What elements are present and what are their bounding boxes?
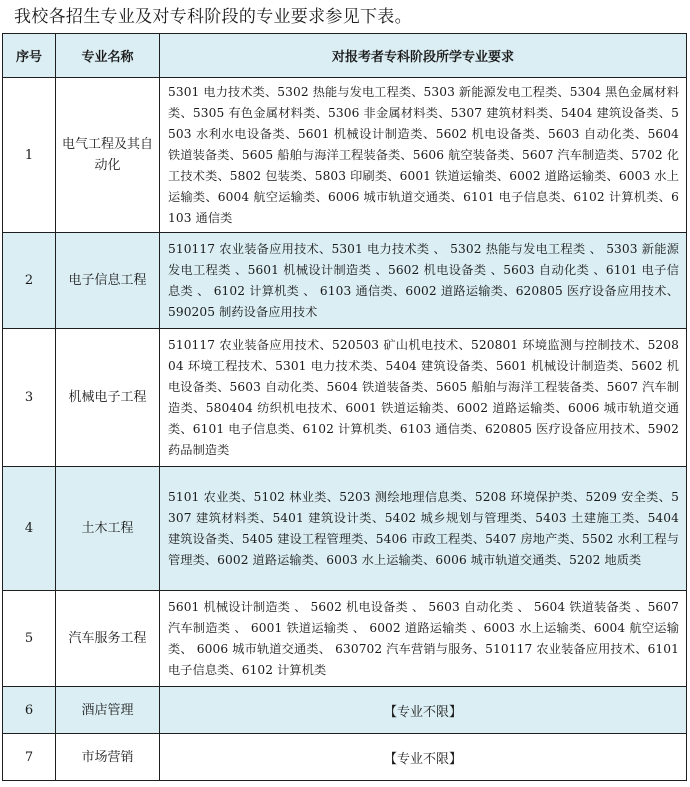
header-index: 序号 <box>3 34 56 78</box>
intro-text: 我校各招生专业及对专科阶段的专业要求参见下表。 <box>14 7 412 27</box>
row-requirements: 510117 农业装备应用技术、520503 矿山机电技术、520801 环境监测与控制技术、520804 环境工程技术、5301 电力技术类、5404 建筑设备类、5601 机械设计制造类、5602 机电设备类、5603 自动化类、5604 铁道装备类、5605 船舶与海洋工程装备类、5607 汽车制造类、580404 纺织机电技术、6001 铁道运输类、6002 道路运输类、6006 城市轨道交通类、6101 电子信息类、6102 计算机类、6103 通信类、620805 医疗设备应用技术、5902 药品制造类 <box>160 329 687 467</box>
row-requirements: 5301 电力技术类、5302 热能与发电工程类、5303 新能源发电工程类、5304 黑色金属材料类、5305 有色金属材料类、5306 非金属材料类、5307 建筑材料类、5404 建筑设备类、5503 水利水电设备类、5601 机械设计制造类、5602 机电设备类、5603 自动化类、5604 铁道装备类、5605 船舶与海洋工程装备类、5606 航空装备类、5607 汽车制造类、5702 化工技术类、5802 包装类、5803 印刷类、6001 铁道运输类、6002 道路运输类、6003 水上运输类、6004 航空运输类、6006 城市轨道交通类、6101 电子信息类、6102 计算机类、6103 通信类 <box>160 78 687 233</box>
row-requirements: 【专业不限】 <box>160 687 687 734</box>
row-major-name: 土木工程 <box>56 467 160 591</box>
row-major-name: 酒店管理 <box>56 687 160 734</box>
row-index: 6 <box>3 687 56 734</box>
table-row <box>3 591 687 687</box>
row-index: 2 <box>3 233 56 329</box>
table-row <box>3 734 687 781</box>
row-major-name: 电子信息工程 <box>56 233 160 329</box>
table-header-row <box>3 34 687 78</box>
row-index: 7 <box>3 734 56 781</box>
row-index: 1 <box>3 78 56 233</box>
header-major-name: 专业名称 <box>56 34 160 78</box>
header-requirements: 对报考者专科阶段所学专业要求 <box>160 34 687 78</box>
row-index: 5 <box>3 591 56 687</box>
major-requirements-table <box>2 33 687 781</box>
row-major-name: 市场营销 <box>56 734 160 781</box>
table-row <box>3 329 687 467</box>
row-major-name: 汽车服务工程 <box>56 591 160 687</box>
row-index: 4 <box>3 467 56 591</box>
table-row <box>3 467 687 591</box>
table-row <box>3 687 687 734</box>
row-requirements: 510117 农业装备应用技术、5301 电力技术类 、 5302 热能与发电工程类 、 5303 新能源发电工程类 、5601 机械设计制造类 、5602 机电设备类 、5603 自动化类 、6101 电子信息类 、 6102 计算机类 、 6103 通信类、6002 道路运输类、620805 医疗设备应用技术、590205 制药设备应用技术 <box>160 233 687 329</box>
table-row <box>3 233 687 329</box>
row-requirements: 【专业不限】 <box>160 734 687 781</box>
row-major-name: 电气工程及其自动化 <box>56 78 160 233</box>
row-index: 3 <box>3 329 56 467</box>
row-requirements: 5101 农业类、5102 林业类、5203 测绘地理信息类、5208 环境保护类、5209 安全类、5307 建筑材料类、5401 建筑设计类、5402 城乡规划与管理类、5403 土建施工类、5404 建筑设备类、5405 建设工程管理类、5406 市政工程类、5407 房地产类、5502 水利工程与管理类、6002 道路运输类、6003 水上运输类、6006 城市轨道交通类、5202 地质类 <box>160 467 687 591</box>
row-major-name: 机械电子工程 <box>56 329 160 467</box>
table-row <box>3 78 687 233</box>
row-requirements: 5601 机械设计制造类 、 5602 机电设备类 、 5603 自动化类 、 5604 铁道装备类 、5607 汽车制造类 、 6001 铁道运输类 、 6002 道路运输类 、6003 水上运输类、6004 航空运输类、 6006 城市轨道交通类、 630702 汽车营销与服务、510117 农业装备应用技术、6101 电子信息类、6102 计算机类 <box>160 591 687 687</box>
